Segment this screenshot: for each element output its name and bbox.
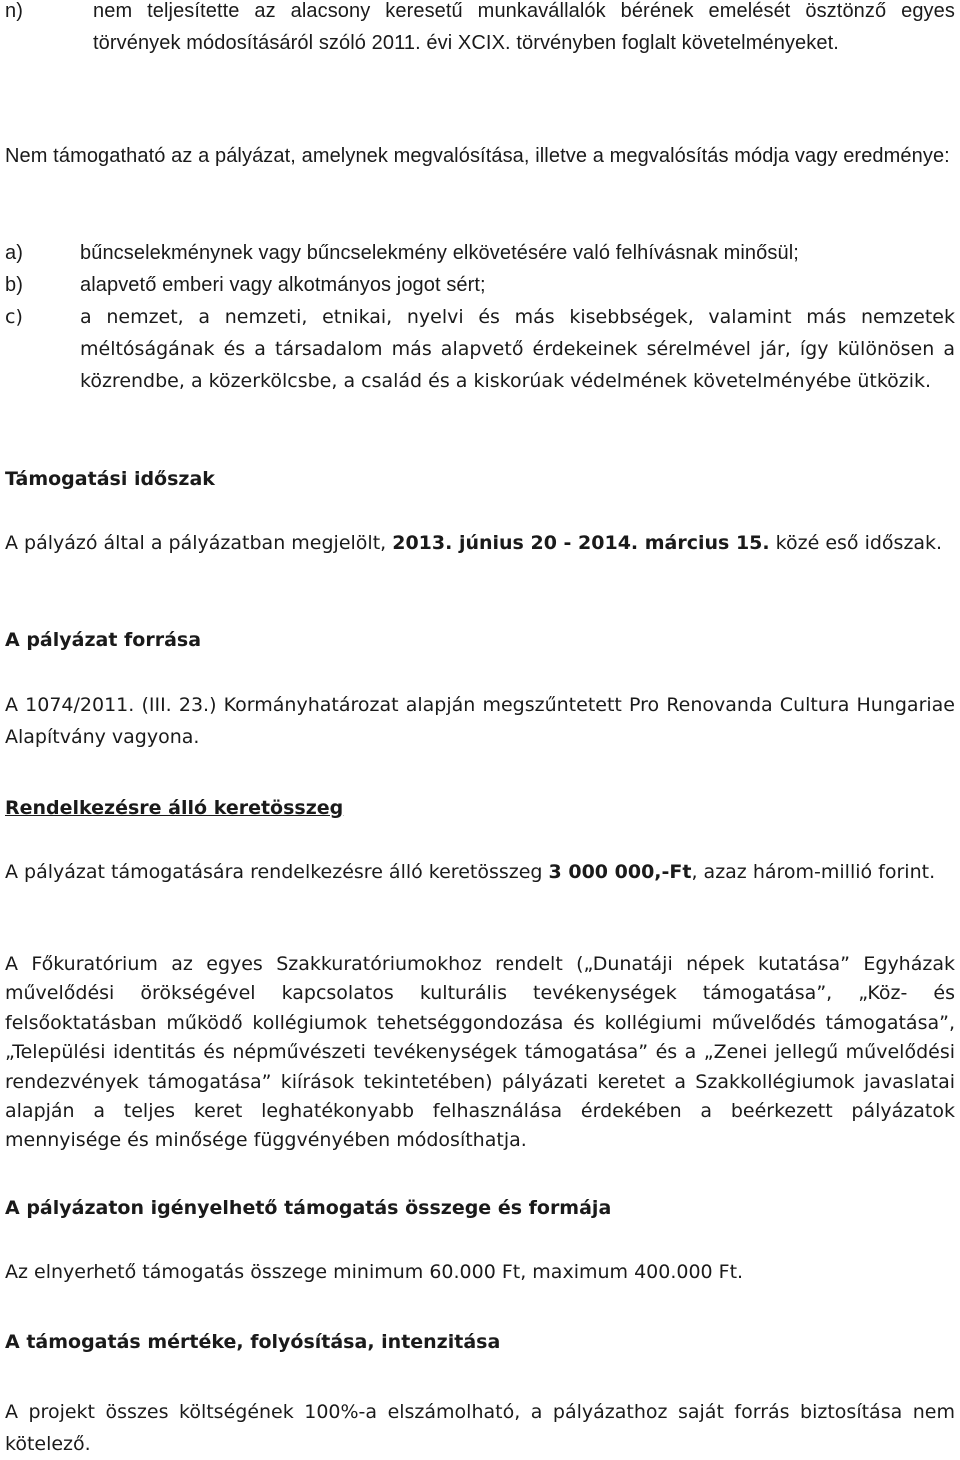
budget-text-after: , azaz három-millió forint. xyxy=(691,861,936,883)
rate-heading: A támogatás mértéke, folyósítása, intenzitása xyxy=(5,1331,501,1353)
period-text-after: közé eső időszak. xyxy=(775,532,943,554)
period-text-before: A pályázó által a pályázatban megjelölt, xyxy=(5,532,387,554)
amount-form-text: Az elnyerhető támogatás összege minimum 60.000 Ft, maximum 400.000 Ft. xyxy=(5,1261,744,1283)
budget-text-before: A pályázat támogatására rendelkezésre álló keretösszeg xyxy=(5,861,543,883)
list-item-c xyxy=(5,301,955,397)
rate-text: A projekt összes költségének 100%-a elszámolható, a pályázathoz saját forrás biztosítása nem kötelező. xyxy=(5,1401,955,1455)
budget-amount: 3 000 000,-Ft xyxy=(548,861,692,883)
list-marker: a) xyxy=(5,242,23,264)
period-text xyxy=(5,527,955,559)
list-item-n xyxy=(5,0,955,59)
list-marker: b) xyxy=(5,274,23,296)
list-marker: c) xyxy=(5,306,23,328)
list-item-text: a nemzet, a nemzeti, etnikai, nyelvi és más kisebbségek, valamint más nemzetek méltóságának és a társadalom más alapvető érdekeinek sérelmével jár, így különösen a közrendbe, a közerkölcsbe, a család és a kiskorúak védelmének követelményébe ütközik. xyxy=(80,306,955,392)
list-item-text: alapvető emberi vagy alkotmányos jogot sért; xyxy=(80,274,486,296)
list-marker: n) xyxy=(5,0,23,22)
list-item-text: nem teljesítette az alacsony keresetű munkavállalók bérének emelését ösztönző egyes törvények módosításáról szóló 2011. évi XCIX. törvényben foglalt követelményeket. xyxy=(93,0,955,54)
period-heading: Támogatási időszak xyxy=(5,468,215,490)
list-item-b xyxy=(5,269,955,301)
source-text: A 1074/2011. (III. 23.) Kormányhatározat alapján megszűntetett Pro Renovanda Cultura Hungariae Alapítvány vagyona. xyxy=(5,694,955,748)
amount-form-heading: A pályázaton igényelhető támogatás összege és formája xyxy=(5,1197,612,1219)
not-supported-intro: Nem támogatható az a pályázat, amelynek megvalósítása, illetve a megvalósítás módja vagy eredménye: xyxy=(5,145,950,167)
list-item-a xyxy=(5,237,955,269)
source-heading: A pályázat forrása xyxy=(5,629,202,651)
budget-paragraph-2: A Főkuratórium az egyes Szakkuratóriumokhoz rendelt („Dunatáji népek kutatása” Egyházak művelődési örökségével kapcsolatos kulturális tevékenységek támogatása”, „Köz- és felsőoktatásban működő kollégiumok tehetséggondozása és kollégiumi művelődés támogatása”, „Települési identitás és népművészeti tevékenységek támogatása” és a „Zenei jellegű művelődési rendezvények támogatása” kiírások tekintetében) pályázati keretet a Szakkollégiumok javaslatai alapján a teljes keret leghatékonyabb felhasználása érdekében a beérkezett pályázatok mennyisége és minősége függvényében módosíthatja. xyxy=(5,953,955,1152)
budget-heading: Rendelkezésre álló keretösszeg xyxy=(5,797,344,819)
list-item-text: bűncselekménynek vagy bűncselekmény elkövetésére való felhívásnak minősül; xyxy=(80,242,799,264)
budget-text xyxy=(5,856,955,888)
period-dates: 2013. június 20 - 2014. március 15. xyxy=(392,532,770,554)
